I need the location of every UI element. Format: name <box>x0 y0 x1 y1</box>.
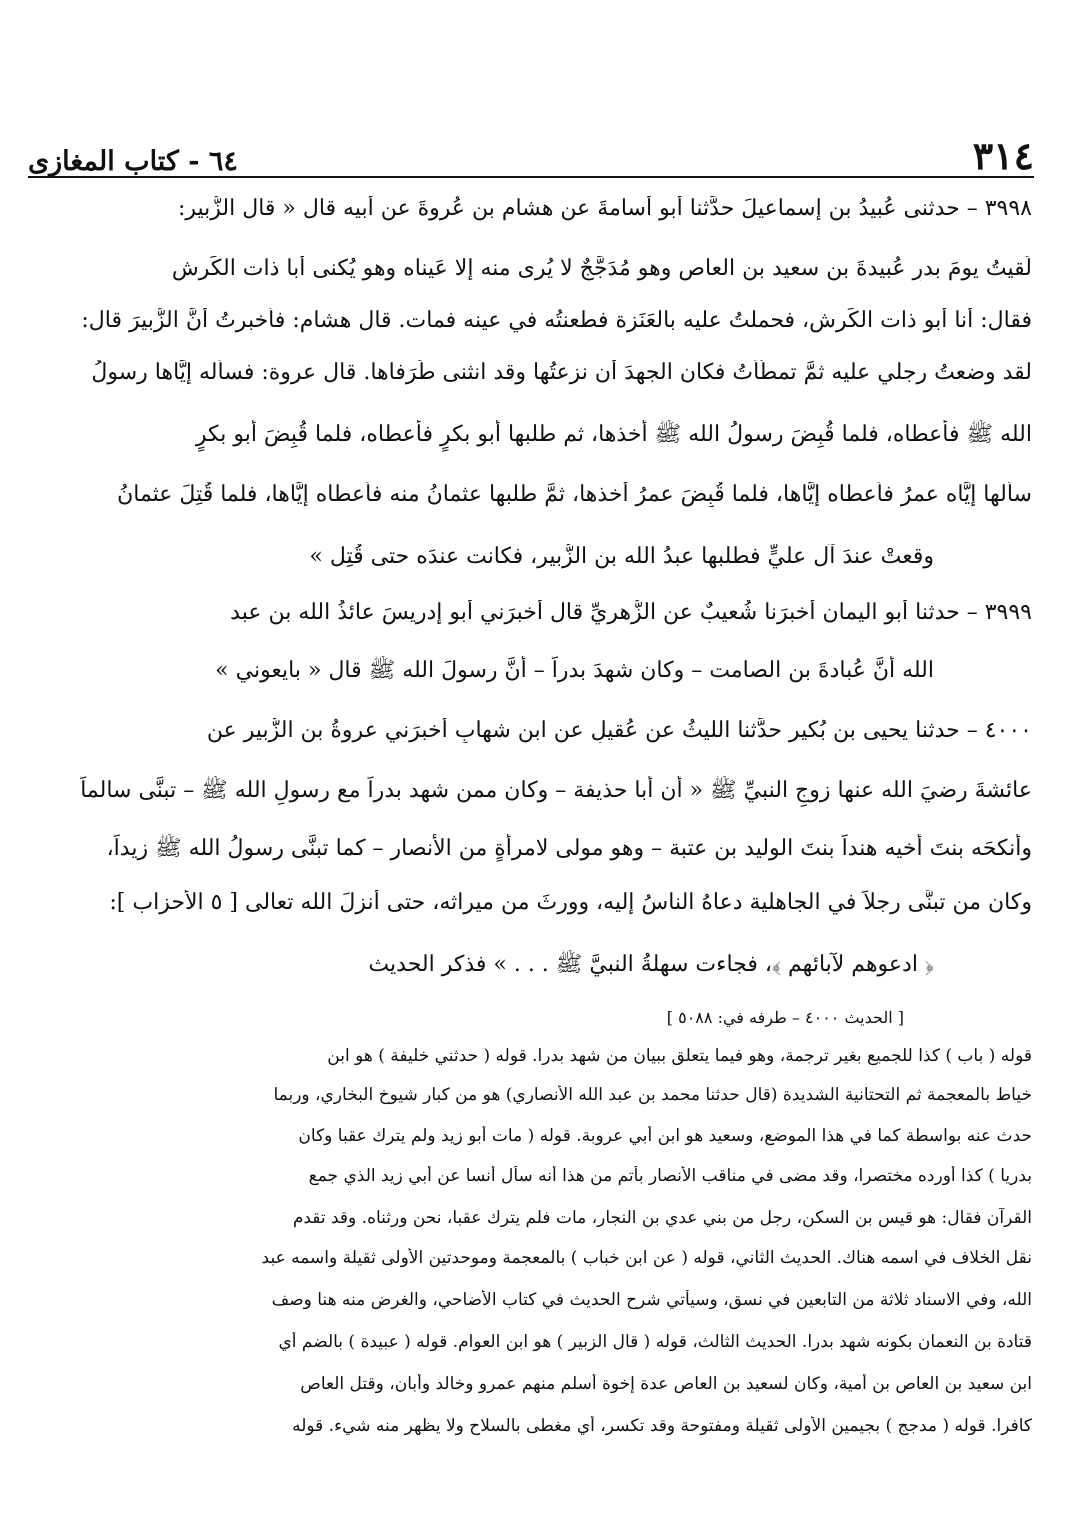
hadith-line: وكان من تبنَّى رجلاً في الجاهلية دعاهُ الناسُ إليه، وورثَ من ميراثه، حتى أنزلَ الله تعالى [ ٥ الأحزاب ]: <box>109 890 1032 915</box>
commentary-line: حدث عنه بواسطة كما في هذا الموضع، وسعيد هو ابن أبي عروبة. قوله ( مات أبو زيد ولم يترك عقبا وكان <box>298 1126 1032 1146</box>
hadith-line: الله ﷺ فأعطاه، فلما قُبِضَ رسولُ الله ﷺ أخذها، ثم طلبها أبو بكرٍ فأعطاه، فلما قُبِضَ أبو بكرٍ <box>195 422 1032 447</box>
hadith-line: ﴿ ادعوهم لآبائهم ﴾، فجاءت سهلةُ النبيَّ ﷺ . . . » فذكر الحديث <box>368 952 934 977</box>
commentary-line: ابن سعيد بن العاص بن أمية، وكان لسعيد بن العاص عدة إخوة أسلم منهم عمرو وخالد وأبان، وقتل العاص <box>300 1374 1032 1394</box>
hadith-line: ٣٩٩٨ – حدثنى عُبيدُ بن إسماعيلَ حدَّثنا أبو أسامةَ عن هشامِ بن عُروةَ عن أبيه قال « قال الزُّبير: <box>177 196 1032 221</box>
hadith-line: لَقيتُ يومَ بدرٍ عُبيدةَ بن سعيد بن العاص وهو مُدَجَّجٌ لا يُرى منه إلا عَيناه وهو يُكنى أبا ذات الكَرِش <box>171 256 1032 281</box>
hadith-line: وقعتْ عندَ آل عليٍّ فطلبها عبدُ الله بن الزُّبير، فكانت عندَه حتى قُتِل » <box>309 544 934 569</box>
header-rule <box>28 176 1034 178</box>
commentary-line: نقل الخلاف في اسمه هناك. الحديث الثاني، قوله ( عن ابن خباب ) بالمعجمة وموحدتين الأولى ثقيلة واسمه عبد <box>261 1248 1032 1268</box>
commentary-line: بدريا ) كذا أورده مختصرا، وقد مضى في مناقب الأنصار بأتم من هذا أنه سأل أنسا عن أبي زيد الذي جمع <box>308 1166 1032 1186</box>
hadith-line: وأنكحَه بنتَ أخيه هنداً بنتَ الوليد بن عتبة – وهو مولى لامرأةٍ من الأنصار – كما تبنَّى رسولُ الله ﷺ زيداً، <box>106 836 1032 861</box>
commentary-line: قوله ( باب ) كذا للجميع بغير ترجمة، وهو فيما يتعلق ببيان من شهد بدرا. قوله ( حدثني خليفة ) هو ابن <box>327 1046 1032 1066</box>
commentary-line: الله، وفي الاسناد ثلاثة من التابعين في نسق، وسيأتي شرح الحديث في كتاب الأضاحي، والغرض منه هنا وصف <box>271 1290 1032 1310</box>
hadith-cross-reference: [ الحديث ٤٠٠٠ – طرفه في: ٥٠٨٨ ] <box>666 1008 904 1027</box>
hadith-line: عائشةَ رضيَ الله عنها زوجِ النبيِّ ﷺ « أن أبا حذيفة – وكان ممن شهد بدراً مع رسولِ الله ﷺ – تبنَّى سالماً <box>80 778 1032 803</box>
hadith-line: لقد وضعتُ رِجلي عليه ثمَّ تمطَّأتُ فكان الجهدَ أن نزعتُها وقد انثنى طَرَفاها. قال عروة: فسأله إيَّاها رسولُ <box>91 360 1032 385</box>
hadith-line: الله أنَّ عُبادةَ بن الصامت – وكان شهدَ بدراً – أنَّ رسولَ الله ﷺ قال « بايعوني » <box>215 658 934 683</box>
hadith-line: سألها إيَّاه عمرُ فأعطاه إيَّاها، فلما قُبِضَ عمرُ أخذها، ثمَّ طلبها عثمانُ منه فأعطاه إيَّاها، فلما قُتِلَ عثمانُ <box>117 482 1032 507</box>
commentary-line: قتادة بن النعمان بكونه شهد بدرا. الحديث الثالث، قوله ( قال الزبير ) هو ابن العوام. قوله ( عبيدة ) بالضم أي <box>278 1332 1032 1352</box>
running-title: ٦٤ - كتاب المغازى <box>28 146 238 177</box>
hadith-line: ٣٩٩٩ – حدثنا أبو اليمان أخبرَنا شُعيبٌ عن الزُّهريِّ قال أخبرَني أبو إدريسَ عائذُ الله بن عبد <box>230 600 1032 625</box>
commentary-line: خياط بالمعجمة ثم التحتانية الشديدة (قال حدثنا محمد بن عبد الله الأنصاري) هو من كبار شيوخ البخاري، وربما <box>273 1085 1032 1105</box>
commentary-line: القرآن فقال: هو قيس بن السكن، رجل من بني عدي بن النجار، مات فلم يترك عقبا، نحن ورثناه. وقد تقدم <box>292 1208 1032 1228</box>
hadith-line: فقال: أنا أبو ذات الكَرِش، فحملتُ عليه بالعَنَزة فطعنتُه في عينه فمات. قال هشام: فأُخبرتُ أنَّ الزُّبيرَ قال: <box>81 308 1032 333</box>
page-number: ٣١٤ <box>972 133 1034 178</box>
page-header <box>28 125 1034 178</box>
commentary-line: كافرا. قوله ( مدجج ) بجيمين الأولى ثقيلة ومفتوحة وقد تكسر، أي مغطى بالسلاح ولا يظهر منه شيء. قوله <box>292 1416 1032 1436</box>
hadith-line: ٤٠٠٠ – حدثنا يحيى بن بُكير حدَّثنا الليثُ عن عُقيلٍ عن ابن شهابٍ أخبرَني عروةُ بن الزُّبير عن <box>206 718 1032 743</box>
